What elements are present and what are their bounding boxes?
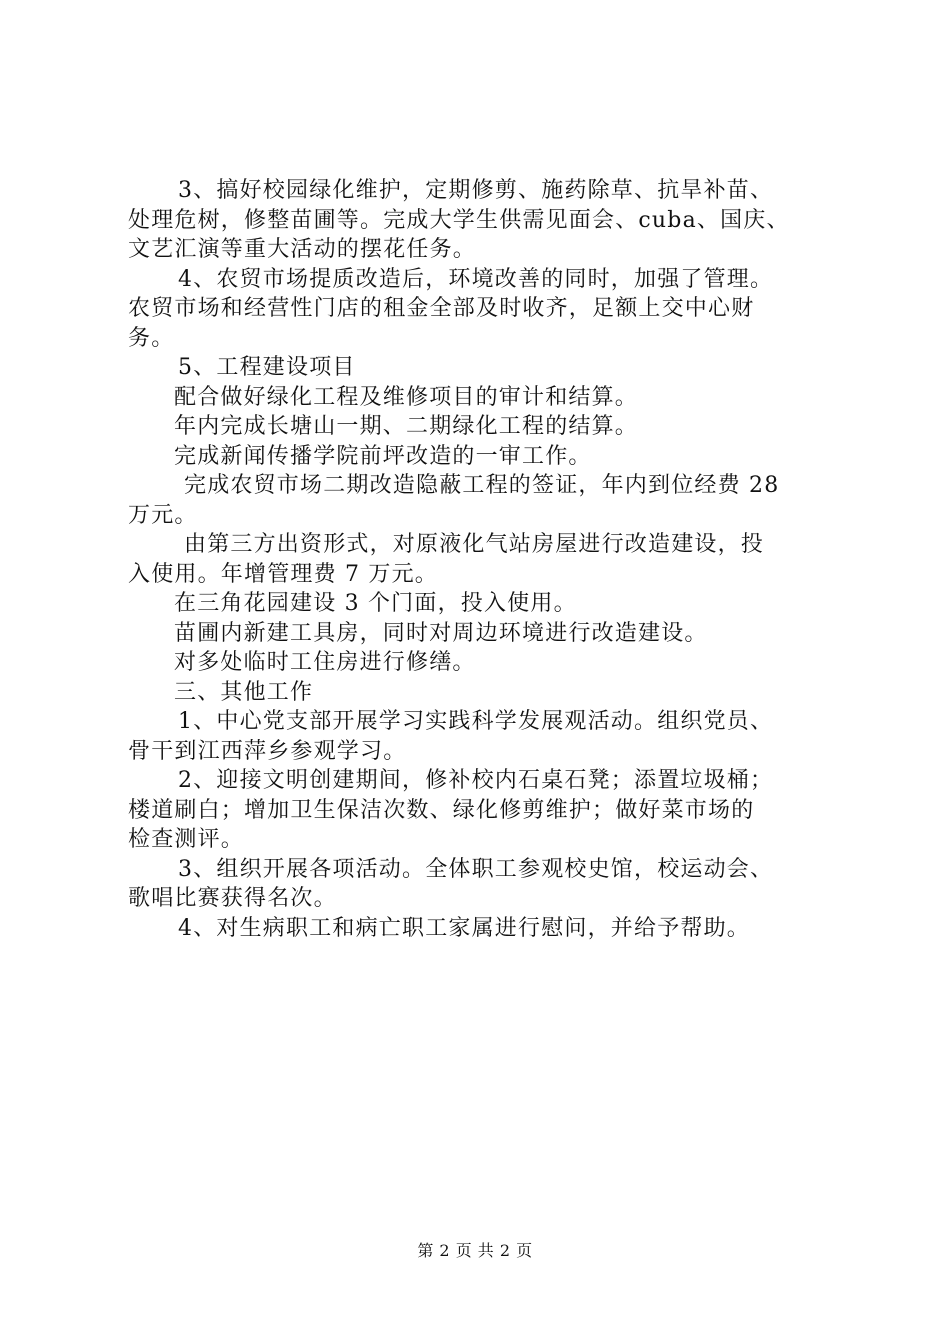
paragraph-line: 检查测评。 [128,827,245,852]
section-heading: 三、其他工作 [174,679,314,705]
paragraph-line: 4、对生病职工和病亡职工家属进行慰问，并给予帮助。 [178,915,750,941]
paragraph-line: 文艺汇演等重大活动的摆花任务。 [128,237,477,262]
paragraph-line: 完成农贸市场二期改造隐蔽工程的签证，年内到位经费 28 [184,473,780,498]
paragraph-line: 3、组织开展各项活动。全体职工参观校史馆，校运动会、 [178,856,774,882]
paragraph-line: 由第三方出资形式，对原液化气站房屋进行改造建设，投 [184,532,765,557]
document-body [128,176,838,943]
paragraph-line: 1、中心党支部开展学习实践科学发展观活动。组织党员、 [178,709,774,734]
page-number: 第 2 页 共 2 页 [417,1241,533,1260]
paragraph-line: 农贸市场和经营性门店的租金全部及时收齐，足额上交中心财 [128,296,755,321]
paragraph-line: 万元。 [128,502,198,528]
paragraph-line: 楼道刷白；增加卫生保洁次数、绿化修剪维护；做好菜市场的 [128,797,755,823]
paragraph-line: 务。 [128,325,175,351]
paragraph-line: 骨干到江西萍乡参观学习。 [128,738,407,764]
paragraph-line: 入使用。年增管理费 7 万元。 [128,561,438,587]
paragraph-line: 歌唱比赛获得名次。 [128,886,337,911]
paragraph-line: 3、搞好校园绿化维护，定期修剪、施药除草、抗旱补苗、 [178,178,774,203]
paragraph-line: 完成新闻传播学院前坪改造的一审工作。 [174,443,592,469]
paragraph-line: 处理危树，修整苗圃等。完成大学生供需见面会、cuba、国庆、 [128,207,790,233]
paragraph-line: 配合做好绿化工程及维修项目的审计和结算。 [174,384,639,410]
paragraph-line: 在三角花园建设 3 个门面，投入使用。 [174,591,577,616]
paragraph-line: 对多处临时工住房进行修缮。 [174,650,476,675]
page-footer [0,1241,950,1261]
paragraph-line: 年内完成长塘山一期、二期绿化工程的结算。 [174,414,639,439]
paragraph-line: 4、农贸市场提质改造后，环境改善的同时，加强了管理。 [178,266,774,292]
paragraph-line: 苗圃内新建工具房，同时对周边环境进行改造建设。 [174,620,708,646]
paragraph-line: 2、迎接文明创建期间，修补校内石桌石凳；添置垃圾桶； [178,768,774,793]
section-heading: 5、工程建设项目 [178,355,356,380]
